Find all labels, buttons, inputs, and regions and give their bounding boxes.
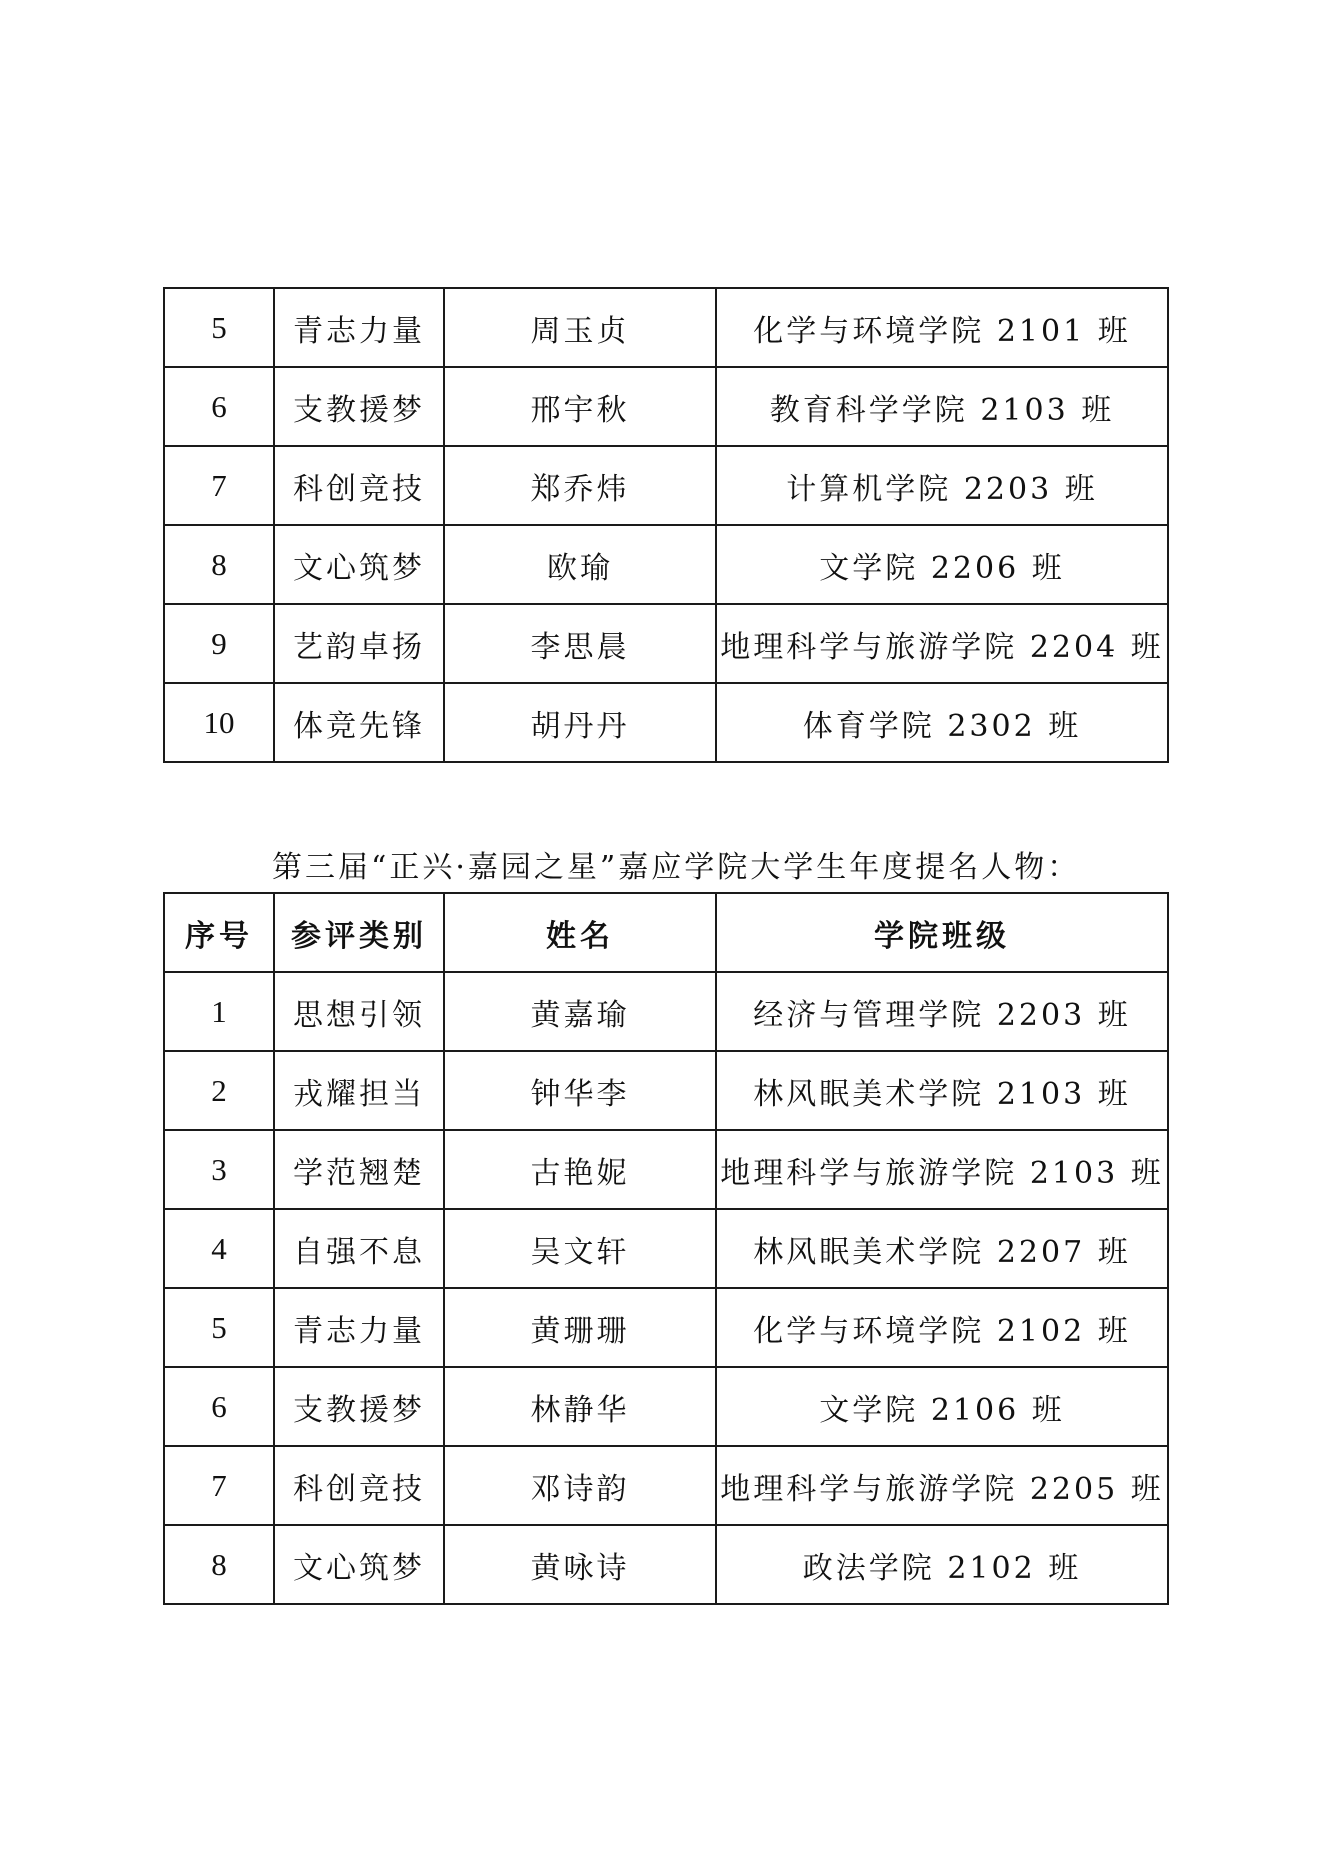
category-cell: 文心筑梦 — [274, 1525, 444, 1604]
table-row — [164, 604, 1168, 683]
name-cell: 周玉贞 — [444, 288, 716, 367]
table-row — [164, 1525, 1168, 1604]
nominees-caption: 第三届“正兴·嘉园之星”嘉应学院大学生年度提名人物： — [272, 850, 1081, 885]
serial-cell: 8 — [164, 1525, 274, 1604]
table-row — [164, 683, 1168, 762]
header-name: 姓名 — [444, 893, 716, 972]
serial-cell: 3 — [164, 1130, 274, 1209]
name-cell: 郑乔炜 — [444, 446, 716, 525]
category-cell: 文心筑梦 — [274, 525, 444, 604]
table-row — [164, 525, 1168, 604]
class-cell: 地理科学与旅游学院 2205 班 — [716, 1446, 1168, 1525]
serial-cell: 7 — [164, 446, 274, 525]
name-cell: 吴文轩 — [444, 1209, 716, 1288]
class-cell: 化学与环境学院 2102 班 — [716, 1288, 1168, 1367]
class-cell: 教育科学学院 2103 班 — [716, 367, 1168, 446]
table-row — [164, 1130, 1168, 1209]
category-cell: 体竞先锋 — [274, 683, 444, 762]
class-cell: 文学院 2106 班 — [716, 1367, 1168, 1446]
category-cell: 学范翘楚 — [274, 1130, 444, 1209]
serial-cell: 7 — [164, 1446, 274, 1525]
name-cell: 古艳妮 — [444, 1130, 716, 1209]
serial-cell: 6 — [164, 367, 274, 446]
header-class: 学院班级 — [716, 893, 1168, 972]
name-cell: 胡丹丹 — [444, 683, 716, 762]
table-row — [164, 972, 1168, 1051]
serial-cell: 8 — [164, 525, 274, 604]
serial-cell: 5 — [164, 288, 274, 367]
table-header-row — [164, 893, 1168, 972]
class-cell: 林风眠美术学院 2207 班 — [716, 1209, 1168, 1288]
table-row — [164, 1288, 1168, 1367]
category-cell: 思想引领 — [274, 972, 444, 1051]
name-cell: 邓诗韵 — [444, 1446, 716, 1525]
category-cell: 青志力量 — [274, 1288, 444, 1367]
table-row — [164, 367, 1168, 446]
category-cell: 科创竞技 — [274, 446, 444, 525]
serial-cell: 6 — [164, 1367, 274, 1446]
class-cell: 化学与环境学院 2101 班 — [716, 288, 1168, 367]
name-cell: 黄咏诗 — [444, 1525, 716, 1604]
serial-cell: 1 — [164, 972, 274, 1051]
nominees-table — [163, 892, 1169, 1605]
name-cell: 钟华李 — [444, 1051, 716, 1130]
name-cell: 欧瑜 — [444, 525, 716, 604]
class-cell: 地理科学与旅游学院 2103 班 — [716, 1130, 1168, 1209]
name-cell: 黄珊珊 — [444, 1288, 716, 1367]
name-cell: 邢宇秋 — [444, 367, 716, 446]
header-category: 参评类别 — [274, 893, 444, 972]
class-cell: 文学院 2206 班 — [716, 525, 1168, 604]
table-row — [164, 1051, 1168, 1130]
serial-cell: 2 — [164, 1051, 274, 1130]
class-cell: 计算机学院 2203 班 — [716, 446, 1168, 525]
category-cell: 科创竞技 — [274, 1446, 444, 1525]
table-row — [164, 446, 1168, 525]
serial-cell: 5 — [164, 1288, 274, 1367]
category-cell: 支教援梦 — [274, 367, 444, 446]
serial-cell: 4 — [164, 1209, 274, 1288]
table-row — [164, 1209, 1168, 1288]
table-row — [164, 1446, 1168, 1525]
nominees-table-continued — [163, 287, 1169, 763]
header-serial: 序号 — [164, 893, 274, 972]
category-cell: 青志力量 — [274, 288, 444, 367]
name-cell: 黄嘉瑜 — [444, 972, 716, 1051]
table-row — [164, 288, 1168, 367]
class-cell: 经济与管理学院 2203 班 — [716, 972, 1168, 1051]
category-cell: 支教援梦 — [274, 1367, 444, 1446]
class-cell: 政法学院 2102 班 — [716, 1525, 1168, 1604]
category-cell: 艺韵卓扬 — [274, 604, 444, 683]
class-cell: 体育学院 2302 班 — [716, 683, 1168, 762]
class-cell: 地理科学与旅游学院 2204 班 — [716, 604, 1168, 683]
name-cell: 李思晨 — [444, 604, 716, 683]
serial-cell: 9 — [164, 604, 274, 683]
table-row — [164, 1367, 1168, 1446]
category-cell: 自强不息 — [274, 1209, 444, 1288]
name-cell: 林静华 — [444, 1367, 716, 1446]
category-cell: 戎耀担当 — [274, 1051, 444, 1130]
class-cell: 林风眠美术学院 2103 班 — [716, 1051, 1168, 1130]
serial-cell: 10 — [164, 683, 274, 762]
